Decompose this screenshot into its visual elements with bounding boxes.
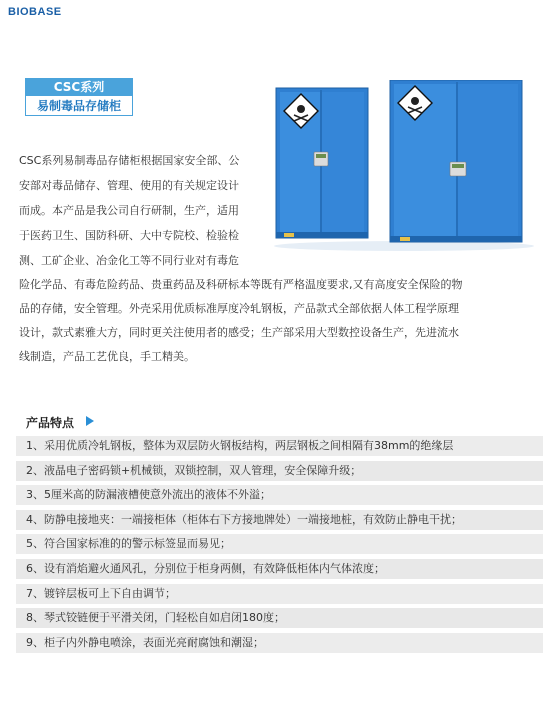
feature-item: 4、防静电接地夹：一端接柜体（柜体右下方接地牌处）一端接地桩，有效防止静电干扰； [16,510,543,530]
brand-logo: BIOBASE [8,6,62,18]
description-line: 品的存储，安全管理。外壳采用优质标准厚度冷轧钢板，产品款式全部依据人体工程学原理 [19,302,459,315]
description-line: 安部对毒品储存、管理、使用的有关规定设计 [19,179,239,192]
feature-item: 5、符合国家标准的的警示标签显而易见； [16,534,543,554]
play-arrow-icon [86,416,94,426]
small-cabinet [276,88,368,238]
feature-item: 1、采用优质冷轧钢板，整体为双层防火钢板结构，两层钢板之间相隔有38mm的绝缘层 [16,436,543,456]
features-heading: 产品特点 [26,416,75,430]
description-line: 险化学品、有毒危险药品、贵重药品及科研标本等既有严格温度要求,又有高度安全保险的物 [19,278,463,291]
feature-item: 6、设有消焰避火通风孔，分别位于柜身两侧，有效降低柜体内气体浓度； [16,559,543,579]
tall-cabinet [390,80,522,242]
features-list [16,436,543,657]
feature-item: 2、液晶电子密码锁+机械锁，双锁控制，双人管理，安全保障升级； [16,461,543,481]
product-name: 易制毒品存储柜 [25,96,133,116]
feature-item: 8、琴式铰链便于平滑关闭，门轻松自如启闭180度； [16,608,543,628]
description-line: 线制造，产品工艺优良，手工精美。 [19,350,195,363]
description-line: 于医药卫生、国防科研、大中专院校、检验检 [19,229,239,242]
description-line: 测、工矿企业、冶金化工等不同行业对有毒危 [19,254,239,267]
description-line: 设计，款式素雅大方，同时更关注使用者的感受；生产部采用大型数控设备生产，先进流水 [19,326,459,339]
series-label: CSC系列 [25,78,133,96]
feature-item: 3、5厘米高的防漏液槽使意外流出的液体不外溢； [16,485,543,505]
description-line: 而成。本产品是我公司自行研制，生产，适用 [19,204,239,217]
feature-item: 7、镀锌层板可上下自由调节； [16,584,543,604]
product-tag [25,78,133,116]
description-line: CSC系列易制毒品存储柜根据国家安全部、公 [19,154,240,167]
feature-item: 9、柜子内外静电喷涂，表面光亮耐腐蚀和潮湿； [16,633,543,653]
cabinet-product-image [270,80,538,252]
